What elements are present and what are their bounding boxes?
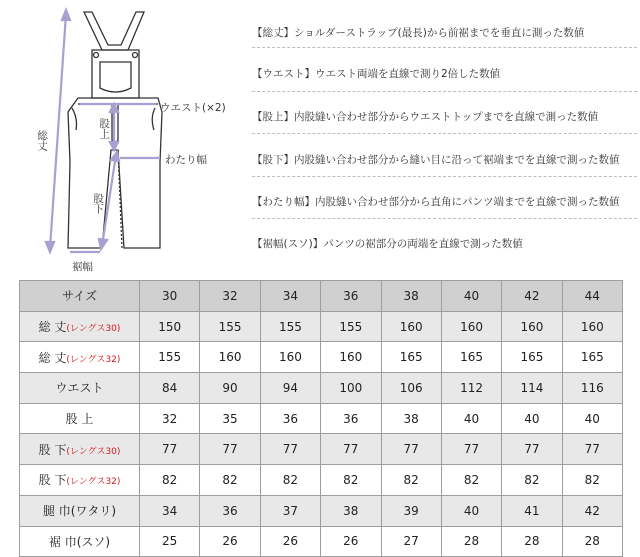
table-row	[20, 311, 623, 342]
header-size: 32	[200, 281, 260, 312]
definition-susohaba: 【裾幅(スソ)】パンツの裾部分の両端を直線で測った数値	[252, 238, 523, 250]
label-susohaba: 裾幅	[72, 261, 93, 273]
table-cell: 155	[200, 311, 260, 342]
table-cell: 34	[140, 495, 200, 526]
table-cell: 77	[441, 434, 501, 465]
table-cell: 77	[381, 434, 441, 465]
table-cell: 77	[200, 434, 260, 465]
row-label	[20, 465, 140, 496]
table-cell: 77	[562, 434, 622, 465]
overalls-measurement-diagram	[0, 0, 250, 280]
table-cell: 82	[260, 465, 320, 496]
table-cell: 160	[502, 311, 562, 342]
table-cell: 37	[260, 495, 320, 526]
table-cell: 38	[321, 495, 381, 526]
divider	[252, 176, 637, 177]
row-label-text: 股 上	[65, 412, 94, 427]
label-waist: ウエスト(×2)	[160, 102, 226, 114]
row-label-text: 総 丈	[38, 350, 67, 365]
table-cell: 38	[381, 403, 441, 434]
table-cell: 82	[441, 465, 501, 496]
definition-matashita: 【股下】内股縫い合わせ部分から縫い目に沿って裾端までを直線で測った数値	[252, 154, 620, 166]
row-label	[20, 526, 140, 557]
header-size-label: サイズ	[20, 281, 140, 312]
table-body	[20, 311, 623, 557]
divider	[252, 47, 637, 48]
definition-matagami: 【股上】内股縫い合わせ部分からウエストトップまでを直線で測った数値	[252, 111, 599, 123]
divider	[252, 218, 637, 219]
header-size: 30	[140, 281, 200, 312]
table-row	[20, 373, 623, 404]
divider	[252, 91, 637, 92]
row-label	[20, 342, 140, 373]
table-cell: 82	[502, 465, 562, 496]
table-cell: 77	[140, 434, 200, 465]
measurement-definitions	[252, 0, 637, 270]
row-length-note: (レングス32)	[66, 477, 121, 488]
table-cell: 36	[321, 403, 381, 434]
table-cell: 165	[441, 342, 501, 373]
table-cell: 165	[502, 342, 562, 373]
table-cell: 114	[502, 373, 562, 404]
table-cell: 82	[321, 465, 381, 496]
table-cell: 160	[321, 342, 381, 373]
table-cell: 26	[321, 526, 381, 557]
table-cell: 160	[562, 311, 622, 342]
table-cell: 155	[321, 311, 381, 342]
row-label	[20, 434, 140, 465]
row-length-note: (レングス32)	[66, 354, 121, 365]
table-cell: 90	[200, 373, 260, 404]
label-watari: わたり幅	[165, 154, 207, 166]
table-cell: 32	[140, 403, 200, 434]
table-cell: 165	[562, 342, 622, 373]
shoulder-straps	[84, 12, 144, 50]
table-cell: 40	[562, 403, 622, 434]
row-label	[20, 373, 140, 404]
table-cell: 160	[260, 342, 320, 373]
table-row	[20, 465, 623, 496]
row-length-note: (レングス30)	[66, 324, 121, 335]
table-cell: 155	[140, 342, 200, 373]
table-cell: 40	[441, 403, 501, 434]
definition-watari: 【わたり幅】内股縫い合わせ部分から直角にパンツ端までを直線で測った数値	[252, 196, 620, 208]
row-label-text: 腿 巾(ワタリ)	[42, 504, 117, 519]
table-cell: 160	[200, 342, 260, 373]
row-length-note: (レングス30)	[66, 446, 121, 457]
table-cell: 160	[381, 311, 441, 342]
table-cell: 94	[260, 373, 320, 404]
table-row	[20, 403, 623, 434]
header-size: 36	[321, 281, 381, 312]
header-size: 42	[502, 281, 562, 312]
table-header-row	[20, 281, 623, 312]
table-cell: 165	[381, 342, 441, 373]
table-row	[20, 434, 623, 465]
table-cell: 160	[441, 311, 501, 342]
bib-pocket	[100, 62, 131, 92]
table-cell: 84	[140, 373, 200, 404]
row-label-text: ウエスト	[55, 381, 104, 396]
table-cell: 82	[200, 465, 260, 496]
size-chart-table	[19, 280, 623, 557]
table-cell: 77	[260, 434, 320, 465]
table-cell: 42	[562, 495, 622, 526]
label-matashita: 股下	[92, 193, 105, 214]
table-cell: 26	[260, 526, 320, 557]
table-cell: 27	[381, 526, 441, 557]
row-label-text: 股 下	[38, 442, 67, 457]
table-cell: 82	[140, 465, 200, 496]
table-cell: 39	[381, 495, 441, 526]
row-label	[20, 311, 140, 342]
table-cell: 28	[502, 526, 562, 557]
table-row	[20, 342, 623, 373]
table-cell: 82	[562, 465, 622, 496]
table-cell: 77	[502, 434, 562, 465]
table-cell: 100	[321, 373, 381, 404]
header-size: 44	[562, 281, 622, 312]
table-cell: 25	[140, 526, 200, 557]
table-cell: 106	[381, 373, 441, 404]
table-cell: 150	[140, 311, 200, 342]
bib	[92, 50, 139, 98]
row-label-text: 総 丈	[38, 320, 67, 335]
divider	[252, 133, 637, 134]
table-cell: 36	[200, 495, 260, 526]
table-cell: 116	[562, 373, 622, 404]
table-cell: 77	[321, 434, 381, 465]
table-cell: 28	[562, 526, 622, 557]
table-cell: 40	[441, 495, 501, 526]
row-label	[20, 403, 140, 434]
sotake-arrow	[50, 14, 66, 248]
table-cell: 35	[200, 403, 260, 434]
table-cell: 28	[441, 526, 501, 557]
table-cell: 26	[200, 526, 260, 557]
header-size: 38	[381, 281, 441, 312]
definition-sotake: 【総丈】ショルダーストラップ(最長)から前裾までを垂直に測った数値	[252, 27, 585, 39]
header-size: 34	[260, 281, 320, 312]
table-cell: 112	[441, 373, 501, 404]
table-row	[20, 526, 623, 557]
definition-waist: 【ウエスト】ウエスト両端を直線で測り2倍した数値	[252, 68, 501, 80]
table-cell: 36	[260, 403, 320, 434]
table-cell: 41	[502, 495, 562, 526]
table-row	[20, 495, 623, 526]
label-sotake: 総丈	[36, 130, 49, 151]
row-label-text: 裾 巾(スソ)	[48, 534, 111, 549]
row-label	[20, 495, 140, 526]
table-cell: 40	[502, 403, 562, 434]
label-matagami: 股上	[98, 118, 111, 139]
row-label-text: 股 下	[38, 473, 67, 488]
header-size: 40	[441, 281, 501, 312]
table-cell: 155	[260, 311, 320, 342]
table-cell: 82	[381, 465, 441, 496]
